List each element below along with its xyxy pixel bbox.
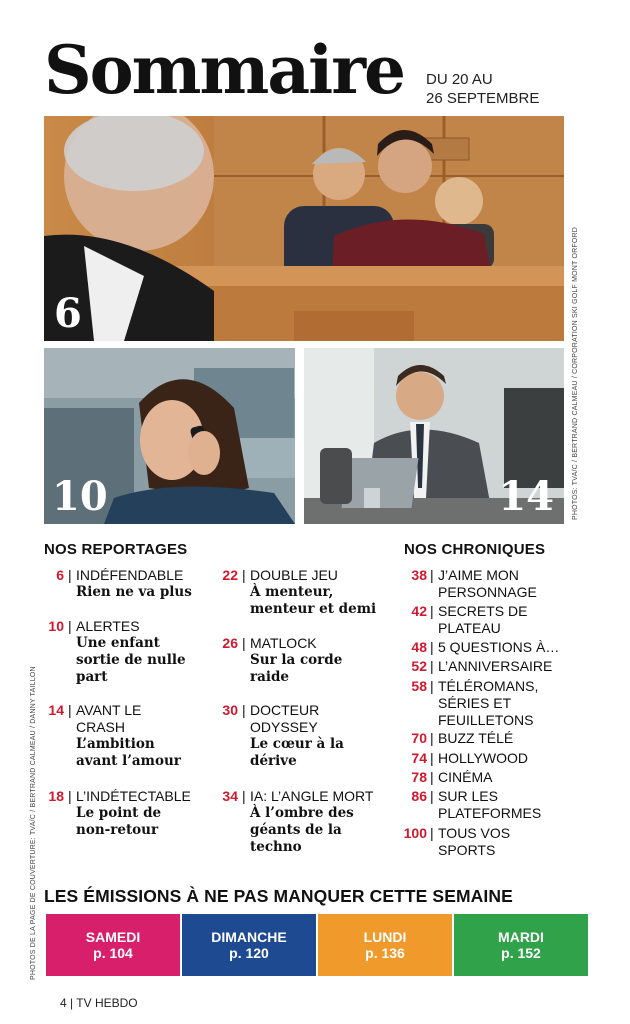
item-separator: |	[430, 750, 434, 766]
item-title: Sur la corde raide	[250, 652, 343, 685]
item-separator: |	[430, 769, 434, 785]
item-page-number: 6	[56, 567, 64, 583]
item-page-number: 38	[411, 567, 427, 583]
item-separator: |	[430, 678, 434, 694]
item-page-number: 14	[48, 702, 64, 718]
item-category: L’INDÉTECTABLE	[76, 788, 191, 804]
item-separator: |	[68, 618, 72, 634]
item-separator: |	[242, 567, 246, 583]
item-category: IA: L’ANGLE MORT	[250, 788, 374, 804]
item-category: INDÉFENDABLE	[76, 567, 184, 583]
folio: 4	[60, 996, 67, 1010]
day-page: p. 104	[93, 945, 133, 961]
photo-woman-phone[interactable]	[44, 348, 295, 524]
item-separator: |	[430, 788, 434, 804]
item-separator: |	[430, 603, 434, 619]
cover-photo-credit: PHOTOS DE LA PAGE DE COUVERTURE: TVA/C / BERTRAND CALMEAU / DANNY TAILLON	[30, 666, 37, 980]
item-label: L’ANNIVERSAIRE	[438, 658, 553, 674]
item-label: HOLLYWOOD	[438, 750, 528, 766]
main-photo-courtroom[interactable]	[44, 116, 564, 341]
item-title: Rien ne va plus	[76, 584, 192, 600]
item-separator: |	[430, 730, 434, 746]
item-category: DOCTEUR ODYSSEY	[250, 702, 320, 735]
item-label: BUZZ TÉLÉ	[438, 730, 514, 746]
reportages-heading: NOS REPORTAGES	[44, 541, 188, 558]
item-page-number: 26	[222, 635, 238, 651]
item-page-number: 10	[48, 618, 64, 634]
item-label: SECRETS DE PLATEAU	[438, 603, 528, 636]
item-label: TOUS VOS SPORTS	[438, 825, 511, 858]
photo-page-number: 10	[52, 473, 108, 520]
item-page-number: 42	[411, 603, 427, 619]
item-category: DOUBLE JEU	[250, 567, 338, 583]
item-page-number: 18	[48, 788, 64, 804]
item-title: L’ambition avant l’amour	[76, 736, 181, 769]
courtroom-illustration	[44, 116, 564, 341]
emissions-heading: LES ÉMISSIONS À NE PAS MANQUER CETTE SEMAINE	[44, 886, 513, 906]
item-separator: |	[430, 825, 434, 841]
item-category: AVANT LE CRASH	[76, 702, 142, 735]
item-title: Le cœur à la dérive	[250, 736, 344, 769]
item-page-number: 48	[411, 639, 427, 655]
day-page: p. 120	[229, 945, 269, 961]
photo-page-number: 6	[54, 290, 82, 337]
photo-credit-right: PHOTOS: TVA/C / BERTRAND CALMEAU / CORPORATION SKI GOLF MONT ORFORD	[572, 226, 579, 520]
day-page: p. 136	[365, 945, 405, 961]
item-category: ALERTES	[76, 618, 140, 634]
item-separator: |	[430, 658, 434, 674]
item-page-number: 34	[222, 788, 238, 804]
item-separator: |	[430, 567, 434, 583]
item-separator: |	[430, 639, 434, 655]
day-page: p. 152	[501, 945, 541, 961]
item-page-number: 22	[222, 567, 238, 583]
item-page-number: 86	[411, 788, 427, 804]
day-mardi-button[interactable]	[454, 914, 588, 976]
magazine-name: TV HEBDO	[76, 996, 138, 1010]
item-page-number: 74	[411, 750, 427, 766]
item-separator: |	[242, 788, 246, 804]
item-category: MATLOCK	[250, 635, 317, 651]
day-samedi-button[interactable]	[46, 914, 180, 976]
item-page-number: 70	[411, 730, 427, 746]
item-title: Une enfant sortie de nulle part	[76, 635, 186, 685]
item-label: CINÉMA	[438, 769, 493, 785]
item-separator: |	[68, 567, 72, 583]
item-label: TÉLÉROMANS, SÉRIES ET FEUILLETONS	[438, 678, 539, 728]
item-separator: |	[68, 702, 72, 718]
item-separator: |	[242, 635, 246, 651]
item-label: SUR LES PLATEFORMES	[438, 788, 542, 821]
day-name: SAMEDI	[85, 929, 141, 945]
item-label: J’AIME MON PERSONNAGE	[438, 567, 537, 600]
item-separator: |	[68, 788, 72, 804]
page-title: Sommaire	[44, 31, 404, 109]
item-page-number: 52	[411, 658, 427, 674]
photo-page-number: 14	[498, 473, 554, 520]
photo-man-suit[interactable]	[304, 348, 564, 524]
item-separator: |	[242, 702, 246, 718]
dates-line-2: 26 SEPTEMBRE	[426, 90, 540, 107]
item-label: 5 QUESTIONS À…	[438, 639, 560, 655]
item-page-number: 100	[403, 825, 427, 841]
issue-dates	[426, 70, 539, 108]
footer-separator: |	[70, 996, 74, 1010]
item-title: À menteur, menteur et demi	[250, 584, 377, 617]
day-dimanche-button[interactable]	[182, 914, 316, 976]
item-title: Le point de non-retour	[76, 805, 162, 838]
dates-line-1: DU 20 AU	[426, 71, 493, 88]
chroniques-heading: NOS CHRONIQUES	[404, 541, 546, 558]
day-lundi-button[interactable]	[318, 914, 452, 976]
item-page-number: 58	[411, 678, 427, 694]
page-footer	[60, 996, 138, 1010]
item-title: À l’ombre des géants de la techno	[250, 805, 354, 855]
day-name: MARDI	[498, 929, 544, 945]
item-page-number: 78	[411, 769, 427, 785]
day-name: DIMANCHE	[211, 929, 287, 945]
item-page-number: 30	[222, 702, 238, 718]
day-name: LUNDI	[363, 929, 407, 945]
